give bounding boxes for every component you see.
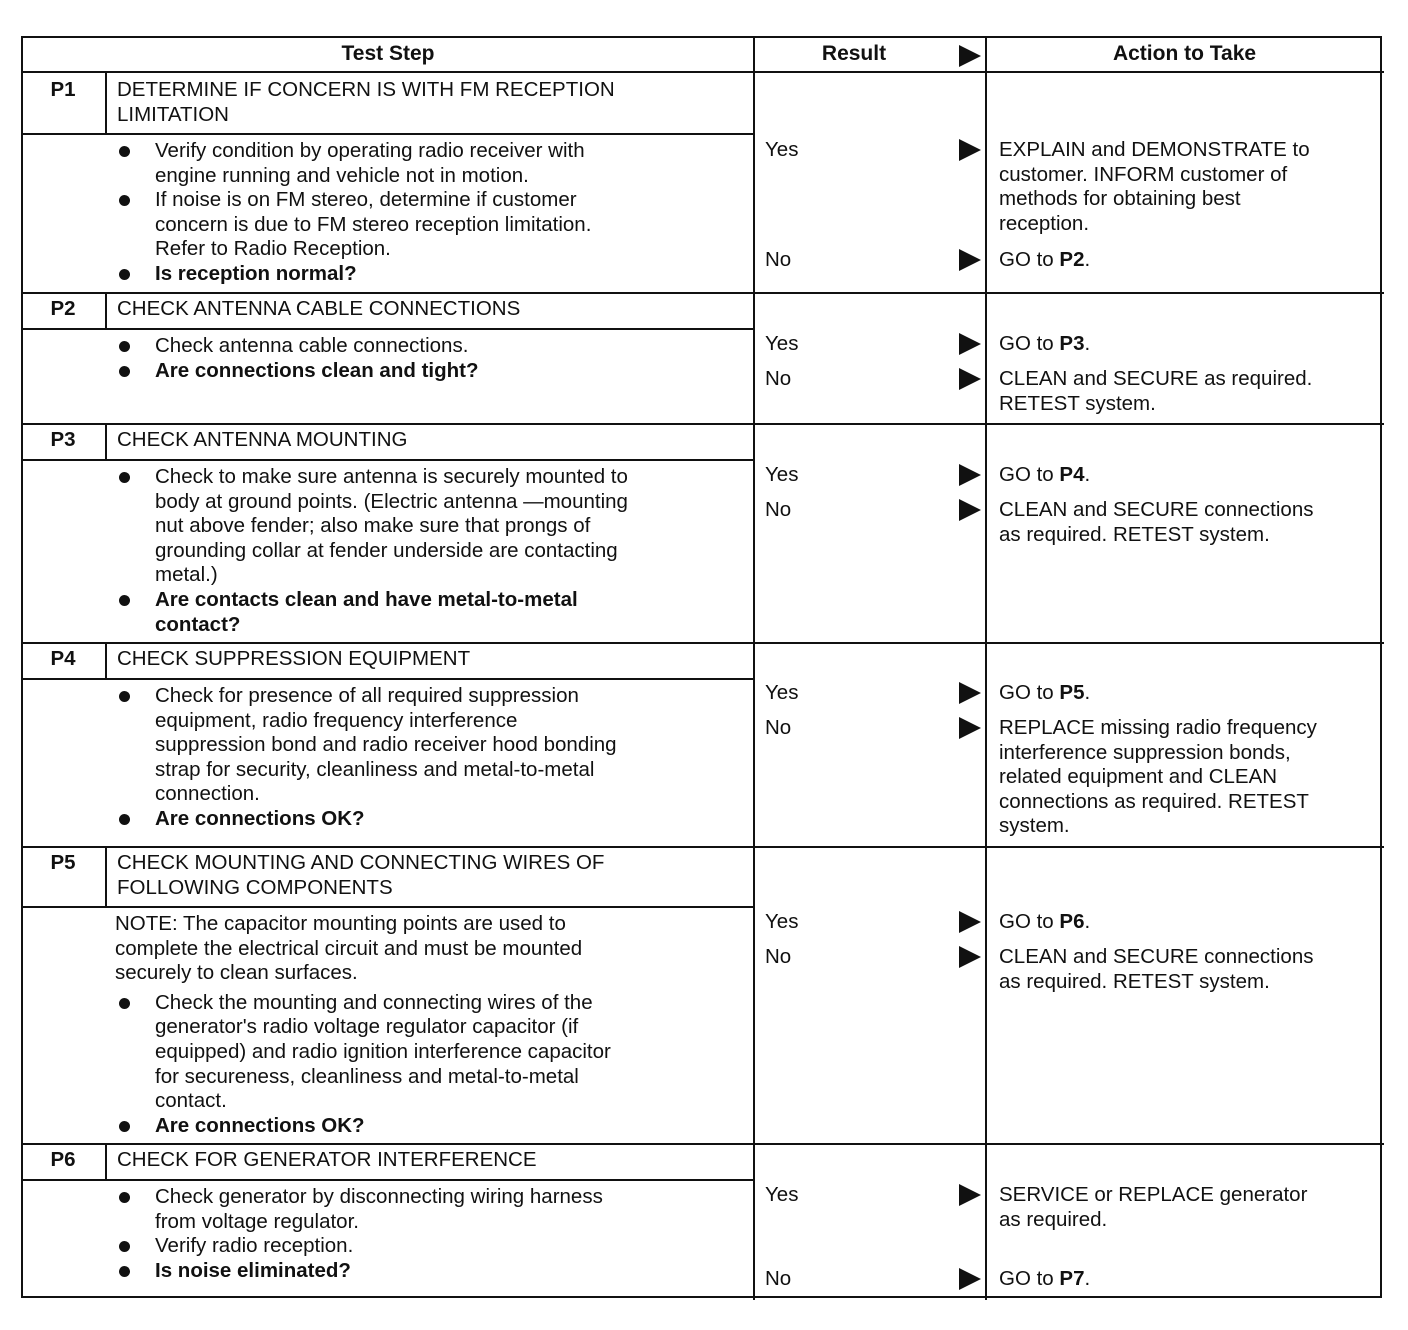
step-instruction: connection.: [155, 782, 260, 806]
step-id-divider: [105, 846, 107, 906]
action-suffix: .: [1084, 1267, 1091, 1290]
step-instruction: concern is due to FM stereo reception limitation.: [155, 212, 592, 236]
result-no: No: [765, 716, 792, 739]
step-instruction: nut above fender; also make sure that prongs of: [155, 514, 591, 538]
step-question: Are connections clean and tight?: [155, 358, 479, 382]
result-no: No: [765, 1267, 792, 1290]
step-id-divider: [105, 642, 107, 678]
header-test-step: Test Step: [341, 42, 435, 65]
step-id-p1: P1: [50, 78, 76, 101]
step-title: CHECK ANTENNA MOUNTING: [117, 428, 408, 451]
action-line: CLEAN and SECURE connections: [999, 945, 1314, 968]
result-yes: Yes: [765, 463, 799, 486]
step-reference-link: P6: [1059, 910, 1085, 933]
action-line: as required. RETEST system.: [999, 522, 1270, 546]
step-id-p2: P2: [50, 297, 76, 320]
step-instruction: Check to make sure antenna is securely mounted to: [155, 465, 628, 488]
step-reference-link: P4: [1059, 463, 1085, 486]
action-line: as required. RETEST system.: [999, 969, 1270, 993]
step-divider: [23, 292, 1384, 294]
action-text: [999, 910, 1379, 935]
step-question: Is noise eliminated?: [155, 1258, 351, 1282]
step-title: FOLLOWING COMPONENTS: [117, 875, 393, 899]
bullet-icon: [119, 1266, 130, 1277]
step-instruction: generator's radio voltage regulator capacitor (if: [155, 1015, 579, 1039]
step-instruction: Verify radio reception.: [155, 1234, 354, 1258]
result-arrow-icon: [959, 911, 981, 933]
action-text: [999, 1208, 1379, 1233]
result-arrow-icon: [959, 333, 981, 355]
action-text: [999, 248, 1379, 273]
result-arrow-icon: [959, 368, 981, 390]
action-text: [999, 970, 1379, 995]
step-id-divider: [105, 423, 107, 459]
action-line: CLEAN and SECURE as required.: [999, 367, 1313, 390]
step-instruction: If noise is on FM stereo, determine if customer: [155, 188, 577, 212]
title-divider: [23, 678, 753, 680]
step-id-p4: P4: [50, 647, 76, 670]
action-text: [999, 163, 1379, 188]
step-title: CHECK ANTENNA CABLE CONNECTIONS: [117, 297, 521, 320]
step-instruction: Check for presence of all required suppression: [155, 684, 579, 707]
step-instruction: equipped) and radio ignition interference capacitor: [155, 1040, 611, 1063]
step-title: DETERMINE IF CONCERN IS WITH FM RECEPTION: [117, 78, 615, 101]
action-suffix: .: [1084, 910, 1091, 933]
action-text: [999, 523, 1379, 548]
action-text: [999, 187, 1379, 212]
step-instruction: strap for security, cleanliness and metal-to-metal: [155, 757, 595, 781]
action-text: [999, 1267, 1379, 1292]
result-yes: Yes: [765, 1183, 799, 1206]
result-arrow-icon: [959, 946, 981, 968]
step-instruction: equipment, radio frequency interference: [155, 708, 518, 732]
result-arrow-icon: [959, 1268, 981, 1290]
action-line: GO to: [999, 681, 1060, 704]
step-note: securely to clean surfaces.: [115, 961, 358, 985]
bullet-icon: [119, 691, 130, 702]
result-no: No: [765, 945, 792, 968]
step-title: CHECK FOR GENERATOR INTERFERENCE: [117, 1148, 537, 1171]
action-line: as required.: [999, 1207, 1108, 1231]
action-suffix: .: [1084, 463, 1091, 486]
step-reference-link: P2: [1059, 248, 1085, 271]
step-instruction: contact.: [155, 1089, 227, 1113]
action-text: [999, 1183, 1379, 1208]
action-line: RETEST system.: [999, 391, 1156, 415]
result-arrow-icon: [959, 139, 981, 161]
step-instruction: Refer to Radio Reception.: [155, 237, 391, 261]
bullet-icon: [119, 1241, 130, 1252]
action-suffix: .: [1084, 248, 1091, 271]
step-question: Are contacts clean and have metal-to-metal: [155, 588, 578, 611]
bullet-icon: [119, 195, 130, 206]
result-arrow-icon: [959, 1184, 981, 1206]
action-line: GO to: [999, 463, 1060, 486]
title-divider: [23, 459, 753, 461]
step-id-p6: P6: [50, 1148, 76, 1171]
title-divider: [23, 328, 753, 330]
action-text: [999, 765, 1379, 790]
result-yes: Yes: [765, 138, 799, 161]
action-line: GO to: [999, 910, 1060, 933]
action-line: CLEAN and SECURE connections: [999, 498, 1314, 521]
action-line: interference suppression bonds,: [999, 740, 1291, 764]
step-question: Are connections OK?: [155, 807, 365, 830]
step-question: Are connections OK?: [155, 1113, 365, 1137]
result-arrow-icon: [959, 499, 981, 521]
action-text: [999, 138, 1379, 163]
header-divider: [23, 71, 1384, 73]
step-instruction: engine running and vehicle not in motion.: [155, 163, 529, 187]
step-divider: [23, 423, 1384, 425]
result-arrow-icon: [959, 682, 981, 704]
action-line: SERVICE or REPLACE generator: [999, 1183, 1308, 1206]
result-no: No: [765, 498, 792, 521]
action-line: customer. INFORM customer of: [999, 162, 1288, 186]
step-question: contact?: [155, 612, 241, 636]
step-id-divider: [105, 1143, 107, 1179]
bullet-icon: [119, 269, 130, 280]
step-instruction: metal.): [155, 563, 218, 587]
header-action: Action to Take: [1112, 42, 1257, 65]
bullet-icon: [119, 998, 130, 1009]
action-text: [999, 790, 1379, 815]
step-instruction: from voltage regulator.: [155, 1209, 359, 1233]
step-instruction: Check generator by disconnecting wiring harness: [155, 1185, 603, 1208]
step-title: CHECK SUPPRESSION EQUIPMENT: [117, 647, 471, 670]
step-instruction: body at ground points. (Electric antenna —mounting: [155, 489, 628, 513]
action-text: [999, 498, 1379, 523]
step-reference-link: P3: [1059, 332, 1085, 355]
bullet-icon: [119, 341, 130, 352]
step-instruction: suppression bond and radio receiver hood bonding: [155, 733, 617, 757]
diagnostic-table: [21, 36, 1382, 1298]
action-text: [999, 463, 1379, 488]
step-instruction: Check the mounting and connecting wires of the: [155, 990, 593, 1014]
result-no: No: [765, 367, 792, 390]
action-line: reception.: [999, 211, 1090, 235]
result-yes: Yes: [765, 910, 799, 933]
action-line: connections as required. RETEST: [999, 789, 1309, 813]
bullet-icon: [119, 1192, 130, 1203]
result-no: No: [765, 248, 792, 271]
step-id-divider: [105, 292, 107, 328]
step-id-p3: P3: [50, 428, 76, 451]
step-note: NOTE: The capacitor mounting points are used to: [115, 912, 566, 935]
result-column-divider: [753, 38, 755, 1300]
action-text: [999, 814, 1379, 839]
action-line: system.: [999, 814, 1070, 838]
action-line: REPLACE missing radio frequency: [999, 716, 1317, 739]
result-yes: Yes: [765, 332, 799, 355]
action-text: [999, 681, 1379, 706]
action-line: EXPLAIN and DEMONSTRATE to: [999, 138, 1310, 161]
step-instruction: grounding collar at fender underside are contacting: [155, 538, 618, 562]
action-column-divider: [985, 38, 987, 1300]
action-line: GO to: [999, 332, 1060, 355]
step-divider: [23, 846, 1384, 848]
title-divider: [23, 906, 753, 908]
step-id-p5: P5: [50, 851, 76, 874]
step-instruction: for secureness, cleanliness and metal-to-metal: [155, 1064, 579, 1088]
step-title: CHECK MOUNTING AND CONNECTING WIRES OF: [117, 851, 605, 874]
action-text: [999, 212, 1379, 237]
bullet-icon: [119, 472, 130, 483]
action-text: [999, 392, 1379, 417]
action-text: [999, 741, 1379, 766]
result-arrow-icon: [959, 717, 981, 739]
step-instruction: Check antenna cable connections.: [155, 334, 469, 357]
result-arrow-icon: [959, 464, 981, 486]
bullet-icon: [119, 814, 130, 825]
action-text: [999, 716, 1379, 741]
step-divider: [23, 642, 1384, 644]
action-text: [999, 945, 1379, 970]
action-suffix: .: [1084, 681, 1091, 704]
step-id-divider: [105, 73, 107, 133]
result-yes: Yes: [765, 681, 799, 704]
action-text: [999, 367, 1379, 392]
bullet-icon: [119, 595, 130, 606]
step-note: complete the electrical circuit and must be mounted: [115, 936, 583, 960]
header-result: Result: [821, 42, 887, 65]
action-line: GO to: [999, 1267, 1060, 1290]
action-line: related equipment and CLEAN: [999, 765, 1278, 789]
step-title: LIMITATION: [117, 102, 229, 126]
bullet-icon: [119, 1121, 130, 1132]
action-text: [999, 332, 1379, 357]
bullet-icon: [119, 146, 130, 157]
action-suffix: .: [1084, 332, 1091, 355]
title-divider: [23, 1179, 753, 1181]
title-divider: [23, 133, 753, 135]
step-reference-link: P5: [1059, 681, 1085, 704]
result-arrow-icon: [959, 249, 981, 271]
step-divider: [23, 1143, 1384, 1145]
header-arrow-icon: [959, 45, 981, 67]
step-instruction: Verify condition by operating radio receiver with: [155, 139, 585, 162]
action-line: GO to: [999, 248, 1060, 271]
step-reference-link: P7: [1059, 1267, 1085, 1290]
step-question: Is reception normal?: [155, 262, 357, 285]
action-line: methods for obtaining best: [999, 187, 1241, 211]
bullet-icon: [119, 366, 130, 377]
